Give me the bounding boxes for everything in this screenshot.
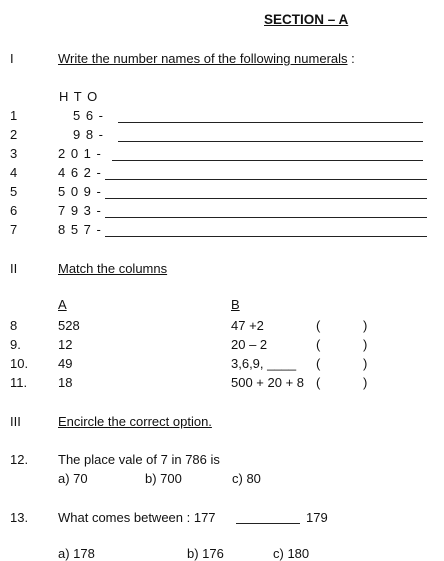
column-b-header: B — [231, 297, 240, 312]
answer-line[interactable] — [118, 122, 423, 123]
answer-line[interactable] — [118, 141, 423, 142]
question-number: 3 — [10, 146, 18, 161]
numeral: 7 9 3 - — [58, 203, 102, 218]
numeral: 2 0 1 - — [58, 146, 102, 161]
numeral: 4 6 2 - — [58, 165, 102, 180]
option-c[interactable]: c) 80 — [232, 471, 261, 486]
answer-bracket[interactable]: ( — [316, 375, 321, 390]
option-b[interactable]: b) 176 — [187, 546, 224, 561]
answer-line[interactable] — [105, 217, 427, 218]
column-a-item: 12 — [58, 337, 73, 352]
answer-bracket[interactable]: ( — [316, 318, 321, 333]
section-ii-instruction: Match the columns — [58, 261, 168, 276]
question-number: 8 — [10, 318, 18, 333]
option-a[interactable]: a) 70 — [58, 471, 88, 486]
option-b[interactable]: b) 700 — [145, 471, 182, 486]
answer-line[interactable] — [105, 179, 427, 180]
column-a-header: A — [58, 297, 67, 312]
column-b-item: 3,6,9, ____ — [231, 356, 297, 371]
question-text-end: 179 — [306, 510, 328, 525]
section-number-i: I — [10, 51, 14, 66]
place-value-header: H T O — [59, 89, 99, 104]
question-text: The place vale of 7 in 786 is — [58, 452, 220, 467]
answer-bracket: ) — [363, 356, 368, 371]
answer-bracket: ) — [363, 318, 368, 333]
question-number: 13. — [10, 510, 29, 525]
column-a-item: 49 — [58, 356, 73, 371]
question-number: 7 — [10, 222, 18, 237]
question-text: What comes between : 177 — [58, 510, 216, 525]
question-number: 9. — [10, 337, 21, 352]
section-number-iii: III — [10, 414, 21, 429]
answer-line[interactable] — [105, 198, 427, 199]
answer-line[interactable] — [105, 236, 427, 237]
answer-bracket[interactable]: ( — [316, 356, 321, 371]
column-b-item: 500 + 20 + 8 — [231, 375, 305, 390]
question-number: 6 — [10, 203, 18, 218]
question-number: 10. — [10, 356, 29, 371]
section-iii-instruction: Encircle the correct option. — [58, 414, 212, 429]
column-a-item: 18 — [58, 375, 73, 390]
question-number: 4 — [10, 165, 18, 180]
option-c[interactable]: c) 180 — [273, 546, 310, 561]
question-number: 5 — [10, 184, 18, 199]
option-a[interactable]: a) 178 — [58, 546, 95, 561]
question-number: 11. — [10, 375, 28, 390]
answer-bracket: ) — [363, 375, 368, 390]
question-number: 12. — [10, 452, 29, 467]
answer-line[interactable] — [236, 523, 300, 524]
numeral: 5 0 9 - — [58, 184, 102, 199]
section-i-instruction: Write the number names of the following numerals : — [58, 51, 355, 66]
column-b-item: 47 +2 — [231, 318, 264, 333]
answer-bracket[interactable]: ( — [316, 337, 321, 352]
section-title: SECTION – A — [264, 12, 349, 27]
numeral: 8 5 7 - — [58, 222, 102, 237]
question-number: 1 — [10, 108, 18, 123]
column-b-item: 20 – 2 — [231, 337, 268, 352]
answer-bracket: ) — [363, 337, 368, 352]
column-a-item: 528 — [58, 318, 80, 333]
section-number-ii: II — [10, 261, 18, 276]
answer-line[interactable] — [112, 160, 423, 161]
numeral: 5 6 - — [73, 108, 105, 123]
question-number: 2 — [10, 127, 18, 142]
numeral: 9 8 - — [73, 127, 105, 142]
